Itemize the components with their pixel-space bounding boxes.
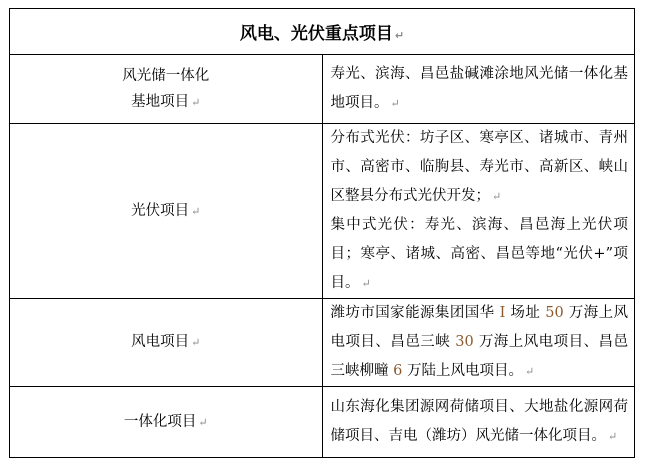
paragraph-mark: ↵ [390, 97, 400, 110]
table-title: 风电、光伏重点项目 [239, 24, 393, 44]
row-label [10, 55, 323, 124]
content-part: 万海上风电项目、昌邑三峡 [330, 305, 629, 350]
row-content [322, 299, 635, 387]
content-paragraph [331, 211, 629, 298]
row-label [10, 387, 323, 458]
content-number: 6 [393, 363, 403, 379]
row-label [10, 124, 323, 299]
table-row [10, 55, 635, 124]
row-label-text: 光伏项目 [131, 202, 190, 219]
row-content-text: 分布式光伏：坊子区、寒亭区、诸城市、青州市、高密市、临朐县、寿光市、高新区、峡山区整县分布式光伏开发； [330, 130, 628, 204]
row-label-text: 风电项目 [131, 334, 190, 350]
paragraph-mark: ↵ [198, 415, 208, 429]
content-number: 50 [545, 305, 564, 321]
paragraph-mark: ↵ [361, 277, 371, 290]
row-content [322, 124, 635, 299]
row-content-text: 集中式光伏：寿光、滨海、昌邑海上光伏项目；寒亭、诸城、高密、昌邑等地“光伏+”项目。 [330, 217, 628, 291]
content-part: 万陆上风电项目。 [406, 363, 523, 379]
projects-table [9, 8, 635, 458]
table-row [10, 299, 635, 387]
content-part: 场址 [510, 305, 541, 321]
table-title-cell [10, 9, 635, 55]
content-number: I [499, 305, 506, 321]
row-label-line: 风光储一体化 [122, 67, 210, 84]
paragraph-mark: ↵ [394, 29, 405, 42]
row-content [322, 387, 635, 458]
row-label-line: 基地项目 [131, 93, 190, 110]
content-number: 30 [455, 334, 474, 350]
content-part: 潍坊市国家能源集团国华 [330, 305, 495, 321]
paragraph-mark: ↵ [524, 365, 535, 378]
row-content-text: 山东海化集团源网荷储项目、大地盐化源网荷储项目、吉电（潍坊）风光储一体化项目。 [330, 399, 628, 444]
row-content [322, 55, 635, 124]
row-label-text: 一体化项目 [123, 413, 197, 430]
content-part: 万海上风电项目、昌邑三峡柳疃 [330, 334, 629, 379]
row-content-text: 寿光、滨海、昌邑盐碱滩涂地风光储一体化基地项目。 [330, 66, 628, 111]
paragraph-mark: ↵ [492, 190, 502, 203]
content-paragraph [331, 124, 629, 211]
table-row [10, 124, 635, 299]
paragraph-mark: ↵ [608, 430, 618, 443]
paragraph-mark: ↵ [191, 95, 201, 109]
table-row [10, 387, 635, 458]
row-label [10, 299, 323, 387]
paragraph-mark: ↵ [191, 204, 201, 218]
paragraph-mark: ↵ [191, 336, 201, 349]
